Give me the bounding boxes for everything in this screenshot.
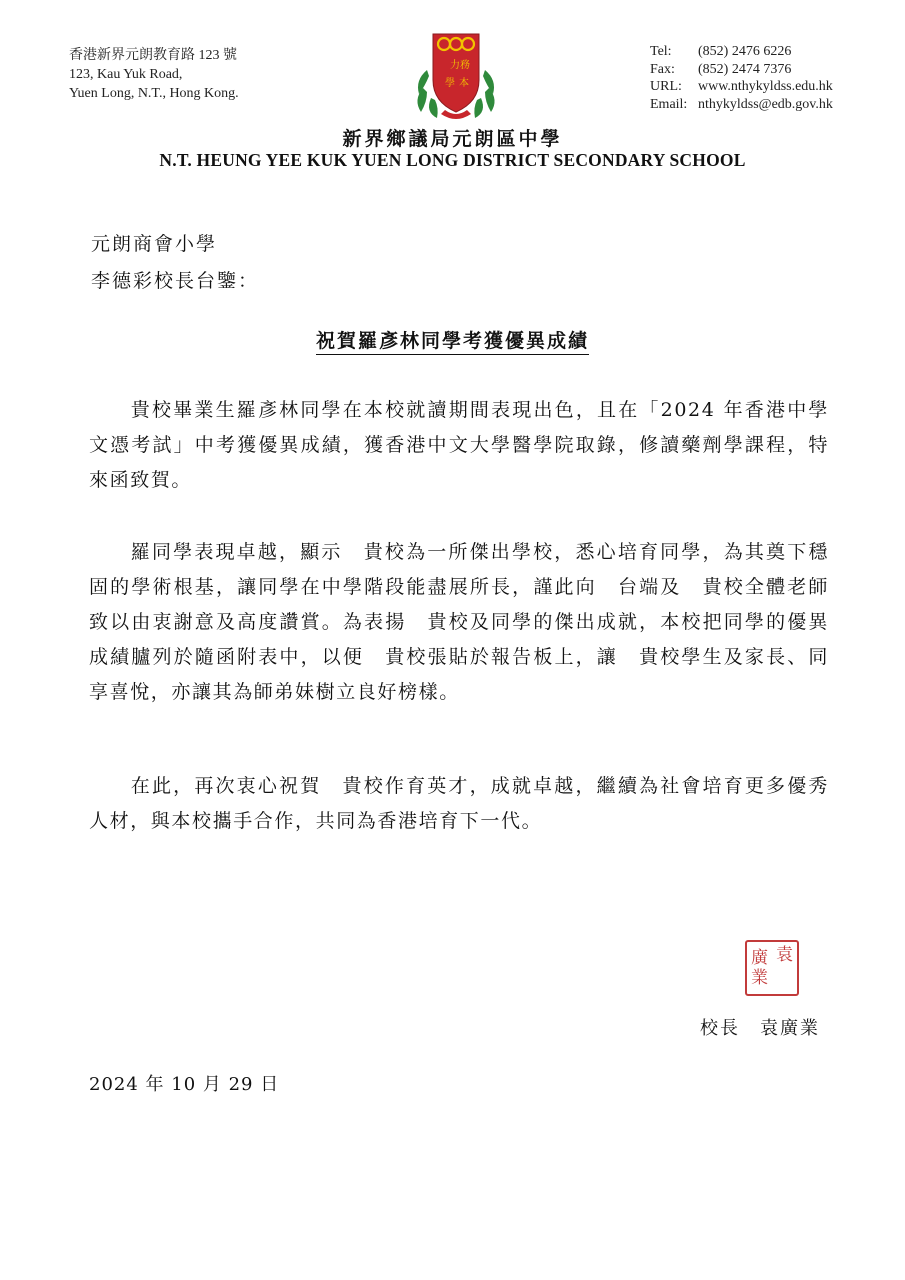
letter-paragraph (89, 393, 829, 498)
principal-seal (745, 940, 799, 996)
contact-value: www.nthykyldss.edu.hk (698, 79, 833, 94)
address-line: 123, Kau Yuk Road, (69, 67, 183, 82)
seal-char: 廣 (751, 948, 768, 968)
letter-paragraph (89, 535, 829, 710)
seal-char: 袁 (776, 945, 793, 965)
logo-char: 本 (459, 78, 469, 89)
paragraph-text: 羅同學表現卓越，顯示 貴校為一所傑出學校，悉心培育同學，為其奠下穩固的學術根基，讓同學在中學階段能盡展所長，謹此向 台端及 貴校全體老師致以由衷謝意及高度讚賞。為表揚 貴校及同學的傑出成就，本校把同學的優異成績臚列於隨函附表中，以便 貴校張貼於報告板上，讓 貴校學生及家長、同享喜悅，亦讓其為師弟妹樹立良好榜樣。 (89, 541, 829, 703)
logo-char: 學 (445, 78, 455, 89)
logo-char: 務 (460, 60, 470, 71)
contact-value: (852) 2474 7376 (698, 61, 792, 77)
address-line: 香港新界元朗教育路 123 號 (69, 48, 237, 63)
signer: 校長 袁廣業 (700, 1018, 820, 1039)
contact-row-fax (650, 61, 833, 79)
shield-icon (433, 34, 479, 112)
contact-value: nthykyldss@edb.gov.hk (698, 96, 833, 112)
contact-label: URL: (650, 79, 682, 94)
contact-label: Email: (650, 96, 688, 112)
contact-row-url (650, 78, 833, 96)
school-name-english: N.T. HEUNG YEE KUK YUEN LONG DISTRICT SECONDARY SCHOOL (159, 150, 746, 170)
letter-title-text: 祝賀羅彥林同學考獲優異成績 (316, 330, 589, 355)
school-address (69, 46, 239, 103)
paragraph-text: 在此，再次衷心祝賀 貴校作育英才，成就卓越，繼續為社會培育更多優秀人材，與本校攜手合作，共同為香港培育下一代。 (89, 775, 829, 832)
contact-row-email (650, 96, 833, 114)
address-line: Yuen Long, N.T., Hong Kong. (69, 86, 239, 101)
contact-info (650, 43, 833, 113)
recipient-principal: 李德彩校長台鑒： (91, 270, 260, 292)
contact-label: Fax: (650, 61, 675, 77)
contact-row-tel (650, 43, 833, 61)
school-logo (413, 28, 499, 124)
contact-label: Tel: (650, 44, 672, 59)
letter-date: 2024 年 10 月 29 日 (89, 1074, 280, 1095)
contact-value: (852) 2476 6226 (698, 44, 792, 59)
recipient-school: 元朗商會小學 (91, 233, 218, 255)
seal-char: 業 (751, 968, 768, 988)
logo-char: 力 (450, 60, 460, 71)
paragraph-text: 貴校畢業生羅彥林同學在本校就讀期間表現出色，且在「2024 年香港中學文憑考試」中考獲優異成績，獲香港中文大學醫學院取錄，修讀藥劑學課程，特來函致賀。 (89, 399, 829, 491)
letter-title (0, 326, 905, 353)
school-name-chinese: 新界鄉議局元朗區中學 (342, 128, 563, 150)
letter-paragraph (89, 769, 829, 839)
